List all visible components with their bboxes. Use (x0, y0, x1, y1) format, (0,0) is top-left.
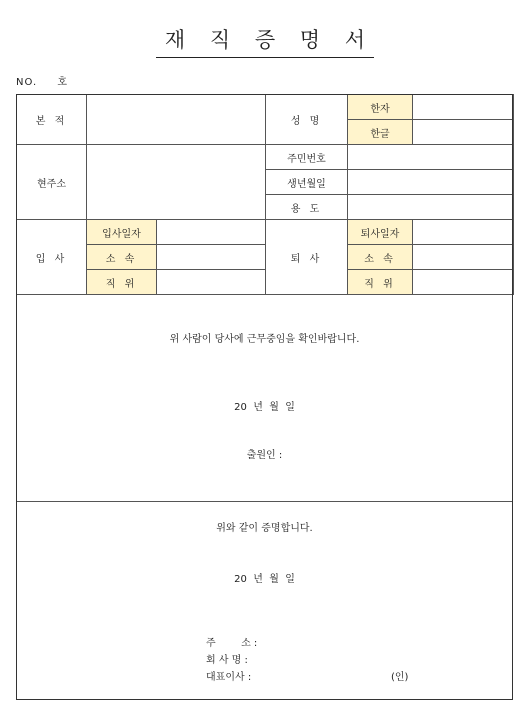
seal-mark: (인) (391, 672, 409, 683)
join-dept-field[interactable] (157, 245, 266, 270)
confirmation-date: 20 년 월 일 (234, 402, 295, 413)
join-label: 입 사 (17, 220, 87, 295)
table-row (17, 95, 514, 120)
join-position-field[interactable] (157, 270, 266, 295)
certification-section (16, 501, 513, 699)
table-row (17, 145, 514, 170)
join-date-label: 입사일자 (87, 220, 157, 245)
confirmation-section (16, 304, 513, 501)
leave-dept-label: 소 속 (348, 245, 413, 270)
name-hangul-label: 한글 (348, 120, 413, 145)
table-row (17, 220, 514, 245)
resident-no-label: 주민번호 (266, 145, 348, 170)
company-name-label: 회 사 명 : (206, 655, 248, 666)
name-label: 성 명 (266, 95, 348, 145)
resident-no-field[interactable] (348, 145, 514, 170)
document-number (16, 73, 68, 88)
birth-field[interactable] (348, 170, 514, 195)
document-number-label: NO. (16, 77, 38, 88)
leave-date-field[interactable] (413, 220, 514, 245)
document-title: 재 직 증 명 서 (0, 24, 530, 58)
ceo-label: 대표이사 : (206, 672, 252, 683)
address-label: 현주소 (17, 145, 87, 220)
join-position-label: 직 위 (87, 270, 157, 295)
join-date-field[interactable] (157, 220, 266, 245)
purpose-field[interactable] (348, 195, 514, 220)
name-hanja-label: 한자 (348, 95, 413, 120)
employee-info-table (16, 94, 514, 295)
leave-dept-field[interactable] (413, 245, 514, 270)
leave-date-label: 퇴사일자 (348, 220, 413, 245)
leave-label: 퇴 사 (266, 220, 348, 295)
birth-label: 생년월일 (266, 170, 348, 195)
applicant-label: 출원인 : (246, 450, 283, 461)
table-row (17, 245, 514, 270)
certification-statement: 위와 같이 증명합니다. (216, 523, 313, 534)
leave-position-field[interactable] (413, 270, 514, 295)
join-dept-label: 소 속 (87, 245, 157, 270)
name-hanja-field[interactable] (413, 95, 514, 120)
origin-label: 본 적 (17, 95, 87, 145)
confirmation-statement: 위 사람이 당사에 근무중임을 확인바랍니다. (169, 334, 360, 345)
origin-field[interactable] (87, 95, 266, 145)
table-row (17, 270, 514, 295)
purpose-label: 용 도 (266, 195, 348, 220)
company-address-label: 주 소 : (206, 638, 258, 649)
document-number-suffix: 호 (57, 77, 68, 88)
name-hangul-field[interactable] (413, 120, 514, 145)
address-field[interactable] (87, 145, 266, 220)
certification-date: 20 년 월 일 (234, 574, 295, 585)
leave-position-label: 직 위 (348, 270, 413, 295)
